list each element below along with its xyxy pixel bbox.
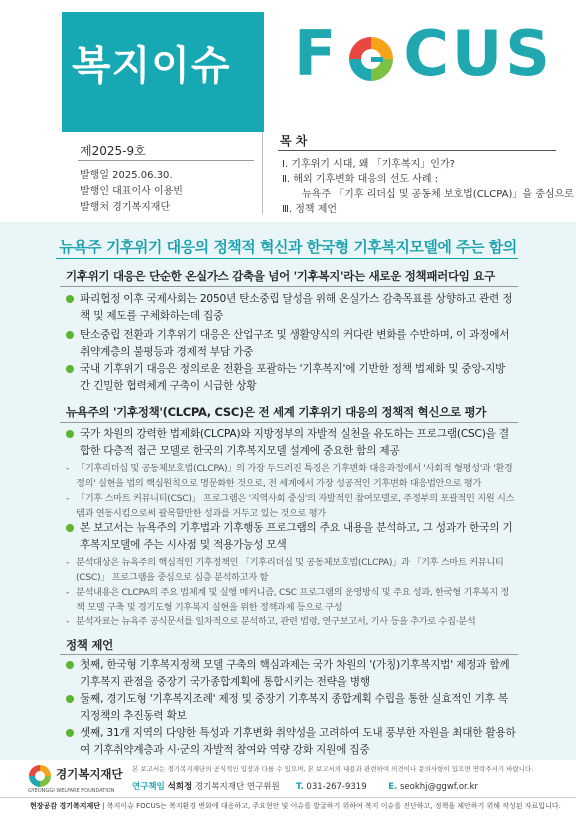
- bullet-icon: [66, 331, 74, 339]
- section-heading: 정책 제언: [66, 638, 113, 652]
- dash-icon: -: [66, 493, 70, 504]
- main-title: 뉴욕주 기후위기 대응의 정책적 혁신과 한국형 기후복지모델에 주는 함의: [59, 238, 517, 256]
- brand-letters-cus: CUS: [403, 16, 553, 90]
- sub-item: - 분석내용은 CLCPA의 주요 법체계 및 실행 메커니즘, CSC 프로그램의 운영방식 및 주요 성과, 한국형 기후복지 정책 모델 구축 및 경기도형 기후복지 실현을 위한 정책과제 등으로 구성: [66, 587, 509, 613]
- bullet-icon: [66, 524, 74, 532]
- list-item: 파리협정 이후 국제사회는 2050년 탄소중립 달성을 위해 온실가스 감축목표를 상향하고 관련 정책 및 제도를 구체화하는데 집중: [66, 291, 516, 325]
- divider: [78, 160, 254, 161]
- list-item: 첫째, 한국형 기후복지정책 모델 구축의 핵심과제는 국가 차원의 '(가칭)기후복지법' 제정과 함께 기후복지 관점을 중장기 국가종합계획에 통합시키는 전략을 병행: [66, 657, 516, 691]
- dash-icon: -: [66, 587, 70, 598]
- toc-item: Ⅰ. 기후위기 시대, 왜 「기후복지」인가?: [282, 159, 455, 170]
- disclaimer: 본 보고서는 경기복지재단의 공식적인 입장과 다를 수 있으며, 본 보고서의 내용과 관련하여 의견이나 문의사항이 있으면 연락주시기 바랍니다.: [132, 765, 534, 773]
- list-item: 본 보고서는 뉴욕주의 기후법과 기후행동 프로그램의 주요 내용을 분석하고, 그 성과가 한국의 기후복지모델에 주는 시사점 및 적용가능성 모색: [66, 520, 516, 554]
- toc-item: 뉴욕주 「기후 리더십 및 공동체 보호법(CLCPA)」을 중심으로: [302, 189, 574, 200]
- divider: [0, 797, 576, 798]
- list-item: 셋째, 31개 지역의 다양한 특성과 기후변화 취약성을 고려하여 도내 풍부한 자원을 최대한 활용하여 기후취약계층과 시·군의 자발적 참여와 역량 강화 지원에 집중: [66, 725, 516, 759]
- publish-date: 발행일 2025.06.30.: [80, 170, 173, 181]
- footer-note: 현장공감 경기복지재단 | 복지이슈 FOCUS는 복지환경 변화에 대응하고, 주요현안 및 이슈를 발굴하기 위하여 복지 이슈를 진단하고, 정책을 제안하기 위해 작성된 자료입니다.: [30, 802, 561, 810]
- divider: [262, 132, 263, 214]
- foundation-logo-icon: [28, 764, 52, 788]
- list-item: 둘째, 경기도형 '기후복지조례' 제정 및 중장기 기후복지 종합계획 수립을 통한 실효적인 기후 복지정책의 추진동력 확보: [66, 691, 516, 725]
- section-heading: 기후위기 대응은 단순한 온실가스 감축을 넘어 '기후복지'라는 새로운 정책패러다임 요구: [66, 269, 495, 283]
- divider: [56, 258, 518, 259]
- sub-item: - 분석대상은 뉴욕주의 핵심적인 기후정책인 「기후리더십 및 공동체보호법(CLCPA)」과 「기후 스마트 커뮤니티(CSC)」 프로그램을 중심으로 심층 분석하고자 함: [66, 557, 504, 583]
- toc-title: 목 차: [280, 134, 308, 148]
- foundation-name-en: GYEONGGI WELFARE FOUNDATION: [28, 788, 115, 794]
- contact-info: 연구책임 석희정 경기복지재단 연구위원 T. 031-267-9319 E. seokhj@ggwf.or.kr: [132, 782, 478, 792]
- divider: [60, 422, 518, 423]
- bullet-icon: [66, 365, 74, 373]
- publisher: 발행인 대표이사 이용빈: [80, 186, 183, 197]
- brand-letter-f: F: [294, 16, 340, 90]
- sub-item: - 분석자료는 뉴욕주 공식문서를 일차적으로 분석하고, 관련 법령, 연구보고서, 기사 등을 추가로 수집·분석: [66, 616, 476, 627]
- bullet-icon: [66, 430, 74, 438]
- brand-o-logo-icon: [345, 27, 397, 79]
- section-heading: 뉴욕주의 '기후정책'(CLCPA, CSC)은 전 세계 기후위기 대응의 정책적 혁신으로 평가: [66, 405, 487, 419]
- divider: [60, 286, 518, 287]
- sub-item: - 「기후리더십 및 공동체보호법(CLCPA)」의 가장 두드러진 특징은 기후변화 대응과정에서 '사회적 형평성'과 '환경 정의' 실현을 법의 핵심원칙으로 명문화한 것으로, 전 세계에서 가장 성공적인 기후변화 대응법안으로 평가: [66, 463, 513, 489]
- divider: [278, 150, 556, 151]
- bullet-icon: [66, 695, 74, 703]
- dash-icon: -: [66, 557, 70, 568]
- bullet-icon: [66, 661, 74, 669]
- toc-item: Ⅲ. 정책 제언: [282, 204, 338, 215]
- bullet-icon: [66, 729, 74, 737]
- sub-item: - 「기후 스마트 커뮤니티(CSC)」 프로그램은 '지역사회 중심'의 자발적인 참여모델로, 주정부의 포괄적인 지원 시스템과 연동시킴으로써 괄목할만한 성과를 거두고 있는 것으로 평가: [66, 493, 515, 519]
- focus-brand: [294, 14, 553, 92]
- foundation-name: 경기복지재단: [56, 767, 123, 781]
- list-item: 국내 기후위기 대응은 정의로운 전환을 포괄하는 '기후복지'에 기반한 정책 법제화 및 중앙-지방 간 긴밀한 협력체계 구축이 시급한 상황: [66, 361, 516, 395]
- divider: [60, 654, 518, 655]
- publication-title: 복지이슈: [72, 43, 231, 89]
- toc-item: Ⅱ. 해외 기후변화 대응의 선도 사례 :: [282, 174, 439, 185]
- list-item: 탄소중립 전환과 기후위기 대응은 산업구조 및 생활양식의 커다란 변화를 수반하며, 이 과정에서 취약계층의 불평등과 경제적 부담 가중: [66, 327, 516, 361]
- dash-icon: -: [66, 463, 70, 474]
- issuer: 발행처 경기복지재단: [80, 202, 171, 213]
- list-item: 국가 차원의 강력한 법제화(CLCPA)와 지방정부의 자발적 실천을 유도하는 프로그램(CSC)을 결합한 다층적 접근 모델로 한국의 기후복지모델 설계에 중요한 함의 제공: [66, 426, 516, 460]
- bullet-icon: [66, 295, 74, 303]
- dash-icon: -: [66, 616, 70, 627]
- issue-number: 제2025-9호: [80, 144, 146, 158]
